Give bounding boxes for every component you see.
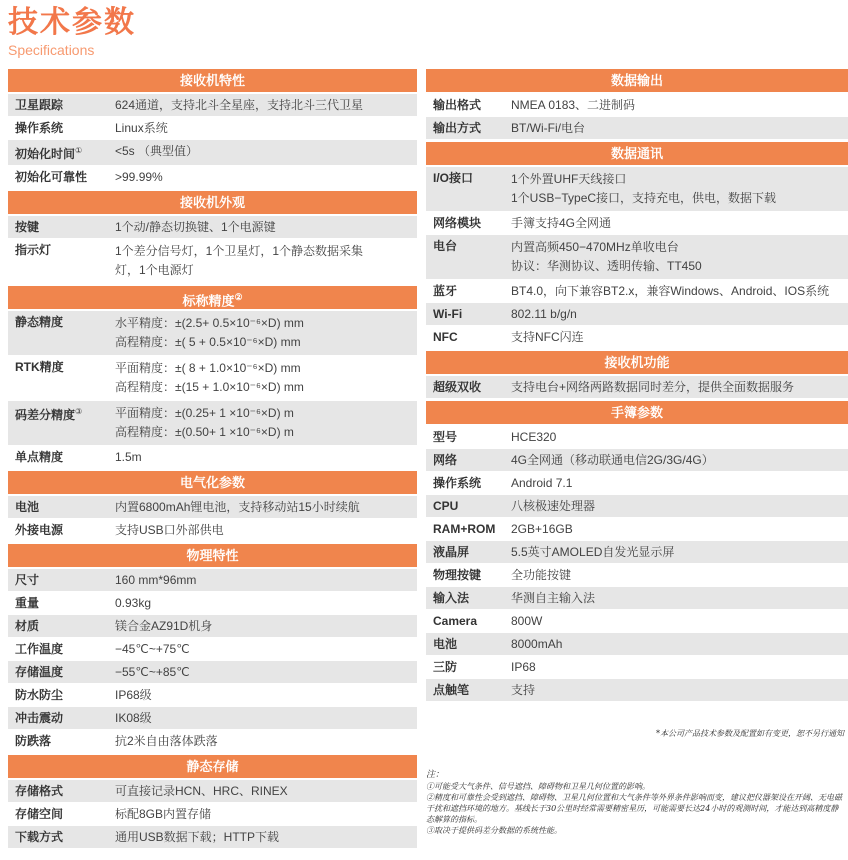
spec-row [426,656,848,679]
spec-value: 标配8GB内置存储 [115,807,212,821]
section-header: 物理特性 [8,544,417,567]
spec-values [115,499,417,515]
spec-value: 平面精度：±(0.25+ 1 ×10⁻⁶×D) m [115,406,294,420]
spec-label: RAM+ROM [433,522,496,536]
spec-label: 重量 [15,596,40,610]
spec-values [115,641,417,657]
spec-value: 水平精度：±(2.5+ 0.5×10⁻⁶×D) mm [115,316,304,330]
spec-values [115,710,417,726]
spec-value: 镁合金AZ91D机身 [115,619,213,633]
spec-value: 内置6800mAh锂电池，支持移动站15小时续航 [115,500,360,514]
disclaimer-note: *本公司产品技术参数及配置如有变更，恕不另行通知 [656,729,844,738]
spec-row [8,356,417,401]
spec-values [115,618,417,634]
spec-label: 冲击震动 [15,711,64,725]
spec-row [426,303,848,326]
spec-row [8,684,417,707]
spec-value: 802.11 b/g/n [511,307,577,321]
spec-label: 网络 [433,453,458,467]
note-line: ②精度和可靠性会受到遮挡、障碍物、卫星几何位置和大气条件等外界条件影响而变，建议把仪器架设在开阔、无电磁干扰和遮挡环境的地方。基线长于30公里时经常需要精密星历，可能需要长达24小时的观测时间，才能达到高精度静态解算的指标。 [426,793,842,824]
section-header: 数据输出 [426,69,848,92]
spec-row [8,615,417,638]
spec-row [426,587,848,610]
spec-row [8,803,417,826]
spec-row [8,569,417,592]
spec-label: 存储空间 [15,807,64,821]
spec-values [511,475,848,491]
spec-label: 蓝牙 [433,284,458,298]
spec-value: BT/Wi-Fi/电台 [511,121,585,135]
spec-value: 1个外置UHF天线接口 [511,172,627,186]
footnote-mark: ① [75,146,83,155]
spec-row [426,167,848,212]
spec-values [511,636,848,652]
spec-value: 1.5m [115,450,142,464]
section-header: 接收机功能 [426,351,848,374]
spec-value: −55℃~+85℃ [115,665,190,679]
section-header: 静态存储 [8,755,417,778]
spec-label: 外接电源 [15,523,64,537]
spec-values [511,283,848,299]
spec-value: 华测自主输入法 [511,591,596,605]
spec-row [426,235,848,280]
spec-row [8,117,417,140]
spec-row [8,730,417,753]
spec-label: 工作温度 [15,642,64,656]
spec-row [8,592,417,615]
spec-label: 三防 [433,660,458,674]
spec-values [115,242,417,280]
spec-label: 输出方式 [433,121,482,135]
page-title: 技术参数 [8,6,136,39]
spec-value: 高程精度：±(0.50+ 1 ×10⁻⁶×D) m [115,425,294,439]
spec-values [511,120,848,136]
spec-values [511,379,848,395]
spec-value: >99.99% [115,170,163,184]
spec-label: 材质 [15,619,40,633]
spec-value: 8000mAh [511,637,563,651]
spec-row [426,212,848,235]
spec-label: 超级双收 [433,380,482,394]
spec-values [115,783,417,799]
spec-values [511,452,848,468]
spec-values [511,544,848,560]
spec-values [511,567,848,583]
spec-value: <5s （典型值） [115,144,199,158]
spec-value: 灯，1个电源灯 [115,263,194,277]
spec-label: 操作系统 [433,476,482,490]
spec-row [426,610,848,633]
spec-label: 按键 [15,220,40,234]
spec-value: 通用USB数据下载；HTTP下载 [115,830,280,844]
spec-row [8,166,417,189]
section-header: 电气化参数 [8,471,417,494]
spec-label: 输出格式 [433,98,482,112]
spec-value: 支持 [511,683,536,697]
spec-value: 5.5英寸AMOLED自发光显示屏 [511,545,675,559]
spec-values [511,659,848,675]
spec-values [511,590,848,606]
spec-row [8,311,417,356]
spec-label: 存储格式 [15,784,64,798]
spec-label: 防水防尘 [15,688,64,702]
spec-values [511,521,848,537]
spec-values [511,329,848,345]
spec-label: NFC [433,330,458,344]
spec-values [511,682,848,698]
spec-row [8,401,417,446]
section-header: 数据通讯 [426,142,848,165]
spec-label: 物理按键 [433,568,482,582]
spec-value: 160 mm*96mm [115,573,197,587]
spec-row [426,564,848,587]
spec-values [115,314,417,352]
spec-row [8,638,417,661]
spec-label: 防跌落 [15,734,52,748]
spec-column-right [426,67,848,849]
spec-value: 高程精度：±(15 + 1.0×10⁻⁶×D) mm [115,380,304,394]
spec-values [511,238,848,276]
spec-label: 电台 [433,239,458,253]
spec-row [426,426,848,449]
spec-label: 存储温度 [15,665,64,679]
spec-values [115,359,417,397]
spec-value: 0.93kg [115,596,152,610]
spec-row [8,661,417,684]
footnotes-title: 注： [426,770,445,780]
spec-values [115,595,417,611]
section-header: 标称精度② [8,286,417,309]
section-header: 接收机特性 [8,69,417,92]
spec-values [115,120,417,136]
spec-label: 单点精度 [15,450,64,464]
spec-label: 网络模块 [433,216,482,230]
spec-value: 1个USB−TypeC接口，支持充电，供电，数据下载 [511,191,777,205]
spec-value: HCE320 [511,430,557,444]
spec-value: 平面精度：±( 8 + 1.0×10⁻⁶×D) mm [115,361,301,375]
spec-row [8,496,417,519]
spec-values [115,733,417,749]
footnote-mark: ③ [75,407,83,416]
spec-row [426,117,848,140]
spec-value: 800W [511,614,543,628]
spec-values [115,664,417,680]
spec-values [511,498,848,514]
spec-values [115,219,417,235]
spec-value: NMEA 0183、二进制码 [511,98,636,112]
spec-label: CPU [433,499,459,513]
spec-values [115,687,417,703]
spec-value: 八核极速处理器 [511,499,596,513]
spec-row [426,518,848,541]
note-line: ③取决于提供码差分数据的系统性能。 [426,826,562,835]
spec-row [426,633,848,656]
spec-label: 静态精度 [15,315,64,329]
spec-label: 初始化可靠性 [15,170,88,184]
spec-value: 抗2米自由落体跌落 [115,734,218,748]
spec-row [8,239,417,284]
spec-label: 初始化时间① [15,146,83,161]
spec-row [426,495,848,518]
spec-row [426,94,848,117]
spec-values [115,572,417,588]
spec-value: 手簿支持4G全网通 [511,216,612,230]
spec-label: 电池 [433,637,458,651]
spec-values [115,404,417,442]
spec-value: IP68级 [115,688,152,702]
spec-value: 高程精度：±( 5 + 0.5×10⁻⁶×D) mm [115,335,301,349]
section-header: 手簿参数 [426,401,848,424]
spec-label: 输入法 [433,591,470,605]
spec-column-left [8,67,417,849]
spec-row [426,376,848,399]
spec-row [8,780,417,803]
spec-values [115,829,417,845]
spec-value: 支持USB口外部供电 [115,523,224,537]
spec-row [8,140,417,166]
spec-label: Wi-Fi [433,307,463,321]
spec-value: 协议：华测协议、透明传输、TT450 [511,259,702,273]
spec-values [511,215,848,231]
spec-values [115,143,417,162]
spec-label: I/O接口 [433,171,474,185]
spec-label: 液晶屏 [433,545,470,559]
spec-values [115,97,417,113]
spec-label: 指示灯 [15,243,52,257]
spec-value: IK08级 [115,711,152,725]
spec-row [8,826,417,849]
spec-value: BT4.0，向下兼容BT2.x，兼容Windows、Android、IOS系统 [511,284,830,298]
spec-row [426,679,848,702]
spec-values [511,613,848,629]
spec-label: 尺寸 [15,573,40,587]
spec-label: 下载方式 [15,830,64,844]
spec-value: Linux系统 [115,121,168,135]
spec-row [426,280,848,303]
spec-row [8,519,417,542]
spec-row [8,216,417,239]
section-header-footnote-mark: ② [234,292,243,302]
spec-value: 1个动/静态切换键、1个电源键 [115,220,276,234]
spec-label: 型号 [433,430,458,444]
spec-values [511,170,848,208]
spec-label: Camera [433,614,478,628]
spec-value: 1个差分信号灯，1个卫星灯，1个静态数据采集 [115,244,364,258]
spec-values [511,97,848,113]
spec-label: 码差分精度③ [15,407,83,422]
spec-values [115,449,417,465]
section-header: 接收机外观 [8,191,417,214]
spec-value: 4G全网通（移动联通电信2G/3G/4G） [511,453,714,467]
spec-value: 624通道，支持北斗全星座，支持北斗三代卫星 [115,98,364,112]
footnotes-block [426,769,848,836]
spec-columns [8,67,848,849]
spec-row [8,446,417,469]
spec-value: Android 7.1 [511,476,573,490]
note-line: ①可能受大气条件、信号遮挡、障碍物和卫星几何位置的影响。 [426,782,650,791]
spec-values [115,806,417,822]
spec-label: RTK精度 [15,360,64,374]
spec-label: 点触笔 [433,683,470,697]
spec-value: 支持电台+网络两路数据同时差分，提供全面数据服务 [511,380,795,394]
spec-value: 2GB+16GB [511,522,573,536]
spec-row [426,326,848,349]
spec-row [8,94,417,117]
spec-value: 可直接记录HCN、HRC、RINEX [115,784,288,798]
spec-row [426,449,848,472]
spec-value: −45℃~+75℃ [115,642,190,656]
spec-row [426,541,848,564]
page-subtitle: Specifications [8,42,95,58]
spec-value: 内置高频450−470MHz单收电台 [511,240,679,254]
spec-label: 卫星跟踪 [15,98,64,112]
spec-row [8,707,417,730]
spec-values [511,429,848,445]
spec-label: 电池 [15,500,40,514]
spec-value: IP68 [511,660,536,674]
spec-value: 支持NFC闪连 [511,330,584,344]
spec-values [115,169,417,185]
spec-label: 操作系统 [15,121,64,135]
spec-values [115,522,417,538]
spec-values [511,306,848,322]
spec-row [426,472,848,495]
spec-value: 全功能按键 [511,568,572,582]
